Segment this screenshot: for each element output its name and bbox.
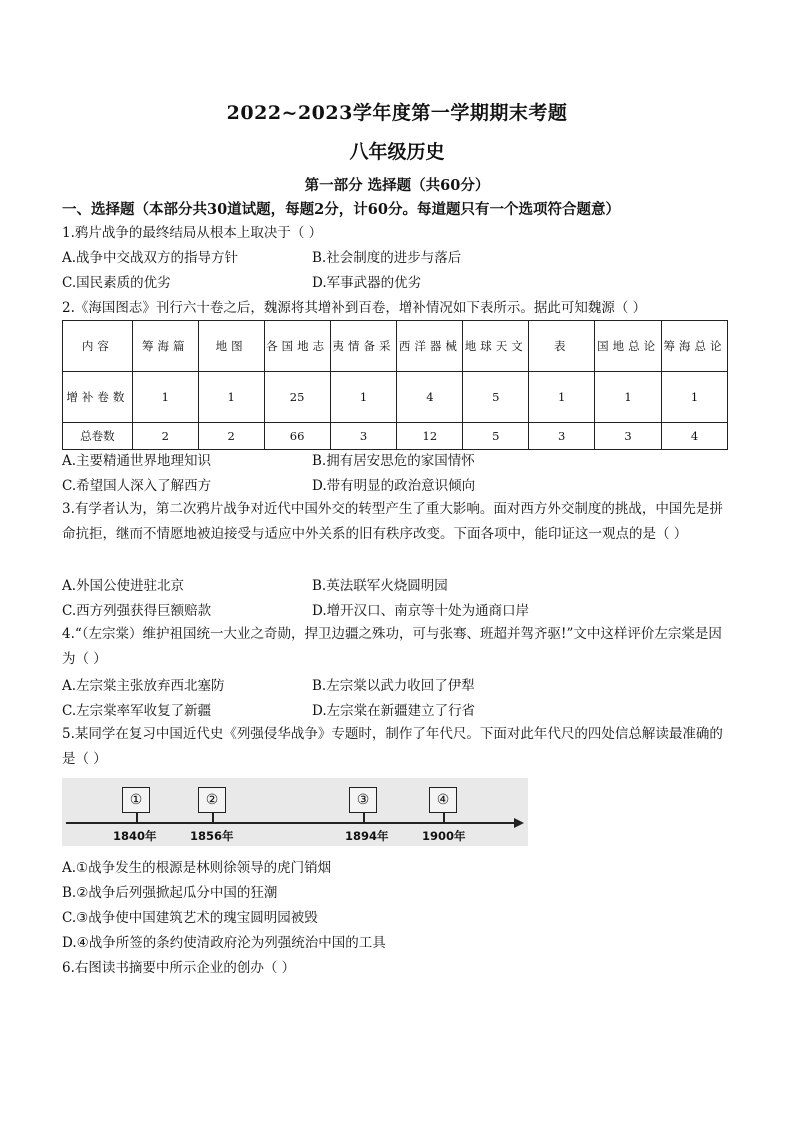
q4-option-a: A.左宗棠主张放弃西北塞防 bbox=[62, 678, 225, 694]
q4-stem: 4.“（左宗棠）维护祖国统一大业之奇勋，捍卫边疆之殊功，可与张骞、班超并驾齐驱!”文中这样评价左宗棠是因为（ ） bbox=[62, 626, 722, 667]
arrow-right-icon bbox=[514, 818, 524, 828]
timeline-marker-2: ② bbox=[198, 787, 226, 813]
table-header-cell: 地球天文 bbox=[463, 321, 529, 372]
q5-option-a: A.①战争发生的根源是林则徐领导的虎门销烟 bbox=[62, 860, 332, 876]
table-cell: 1 bbox=[529, 372, 595, 423]
table-row bbox=[63, 423, 728, 450]
table-header-cell: 地图 bbox=[198, 321, 264, 372]
table-cell: 25 bbox=[264, 372, 330, 423]
q4-option-b: B.左宗棠以武力收回了伊犁 bbox=[312, 678, 475, 694]
q1-option-d: D.军事武器的优劣 bbox=[312, 275, 422, 291]
timeline-tick bbox=[212, 813, 214, 822]
table-row-label: 总卷数 bbox=[63, 423, 133, 450]
q1-option-b: B.社会制度的进步与落后 bbox=[312, 250, 462, 266]
q3-stem: 3.有学者认为，第二次鸦片战争对近代中国外交的转型产生了重大影响。面对西方外交制度的挑战，中国先是拼命抗拒，继而不情愿地被迫接受与适应中外关系的旧有秩序改变。下面各项中，能印证这一观点的是（ ） bbox=[62, 501, 723, 542]
q2-stem: 2.《海国图志》刊行六十卷之后，魏源将其增补到百卷，增补情况如下表所示。据此可知魏源（ ） bbox=[62, 300, 647, 316]
table-cell: 2 bbox=[132, 423, 198, 450]
timeline-year-2: 1856年 bbox=[190, 829, 234, 843]
table-cell: 1 bbox=[662, 372, 728, 423]
part-heading: 第一部分 选择题（共60分） bbox=[304, 177, 490, 194]
table-header-cell: 夷情备采 bbox=[330, 321, 397, 372]
exam-title: 2022~2023学年度第一学期期末考题 bbox=[226, 102, 568, 124]
table-cell: 1 bbox=[132, 372, 198, 423]
q6-stem: 6.右图读书摘要中所示企业的创办（ ） bbox=[62, 960, 296, 976]
q2-option-b: B.拥有居安思危的家国情怀 bbox=[312, 453, 475, 469]
timeline-tick bbox=[363, 813, 365, 822]
table-cell: 3 bbox=[330, 423, 397, 450]
timeline-ruler bbox=[62, 778, 528, 846]
table-header-cell: 筹海总论 bbox=[662, 321, 728, 372]
table-cell: 12 bbox=[397, 423, 463, 450]
section-heading: 一、选择题（本部分共30道试题，每题2分，计60分。每道题只有一个选项符合题意） bbox=[62, 201, 620, 218]
table-cell: 3 bbox=[595, 423, 662, 450]
table-header-row bbox=[63, 321, 728, 372]
q4-option-c: C.左宗棠率军收复了新疆 bbox=[62, 703, 212, 719]
table-cell: 2 bbox=[198, 423, 264, 450]
timeline-tick bbox=[136, 813, 138, 822]
table-cell: 4 bbox=[662, 423, 728, 450]
table-cell: 1 bbox=[330, 372, 397, 423]
q5-option-d: D.④战争所签的条约使清政府沦为列强统治中国的工具 bbox=[62, 935, 386, 951]
q1-option-a: A.战争中交战双方的指导方针 bbox=[62, 250, 239, 266]
table-cell: 4 bbox=[397, 372, 463, 423]
table-cell: 3 bbox=[529, 423, 595, 450]
q4-option-d: D.左宗棠在新疆建立了行省 bbox=[312, 703, 476, 719]
timeline-marker-3: ③ bbox=[349, 787, 377, 813]
table-header-cell: 各国地志 bbox=[264, 321, 330, 372]
table-header-cell: 西洋器械 bbox=[397, 321, 463, 372]
table-row bbox=[63, 372, 728, 423]
timeline-year-4: 1900年 bbox=[422, 829, 466, 843]
timeline-marker-1: ① bbox=[122, 787, 150, 813]
table-header-cell: 国地总论 bbox=[595, 321, 662, 372]
q5-option-c: C.③战争使中国建筑艺术的瑰宝圆明园被毁 bbox=[62, 910, 318, 926]
q2-volume-table bbox=[62, 320, 728, 450]
table-cell: 66 bbox=[264, 423, 330, 450]
q5-option-b: B.②战争后列强掀起瓜分中国的狂潮 bbox=[62, 885, 278, 901]
q3-option-c: C.西方列强获得巨额赔款 bbox=[62, 603, 212, 619]
table-header-cell: 筹海篇 bbox=[132, 321, 198, 372]
q3-option-b: B.英法联军火烧圆明园 bbox=[312, 578, 448, 594]
q3-option-d: D.增开汉口、南京等十处为通商口岸 bbox=[312, 603, 530, 619]
table-cell: 1 bbox=[595, 372, 662, 423]
timeline-marker-4: ④ bbox=[429, 787, 457, 813]
table-header-cell: 表 bbox=[529, 321, 595, 372]
q2-option-d: D.带有明显的政治意识倾向 bbox=[312, 478, 476, 494]
q1-option-c: C.国民素质的优劣 bbox=[62, 275, 171, 291]
table-header-cell: 内容 bbox=[63, 321, 133, 372]
table-row-label: 增补卷数 bbox=[63, 372, 133, 423]
timeline-year-1: 1840年 bbox=[113, 829, 157, 843]
q1-stem: 1.鸦片战争的最终结局从根本上取决于（ ） bbox=[62, 225, 323, 241]
exam-subtitle: 八年级历史 bbox=[349, 141, 445, 163]
table-cell: 5 bbox=[463, 372, 529, 423]
q5-stem: 5.某同学在复习中国近代史《列强侵华战争》专题时，制作了年代尺。下面对此年代尺的四处信总解读最准确的是（ ） bbox=[62, 726, 723, 767]
q2-option-a: A.主要精通世界地理知识 bbox=[62, 453, 212, 469]
q3-option-a: A.外国公使进驻北京 bbox=[62, 578, 185, 594]
timeline-tick bbox=[443, 813, 445, 822]
table-cell: 5 bbox=[463, 423, 529, 450]
timeline-year-3: 1894年 bbox=[345, 829, 389, 843]
timeline-axis bbox=[66, 822, 518, 824]
q2-option-c: C.希望国人深入了解西方 bbox=[62, 478, 212, 494]
table-cell: 1 bbox=[198, 372, 264, 423]
